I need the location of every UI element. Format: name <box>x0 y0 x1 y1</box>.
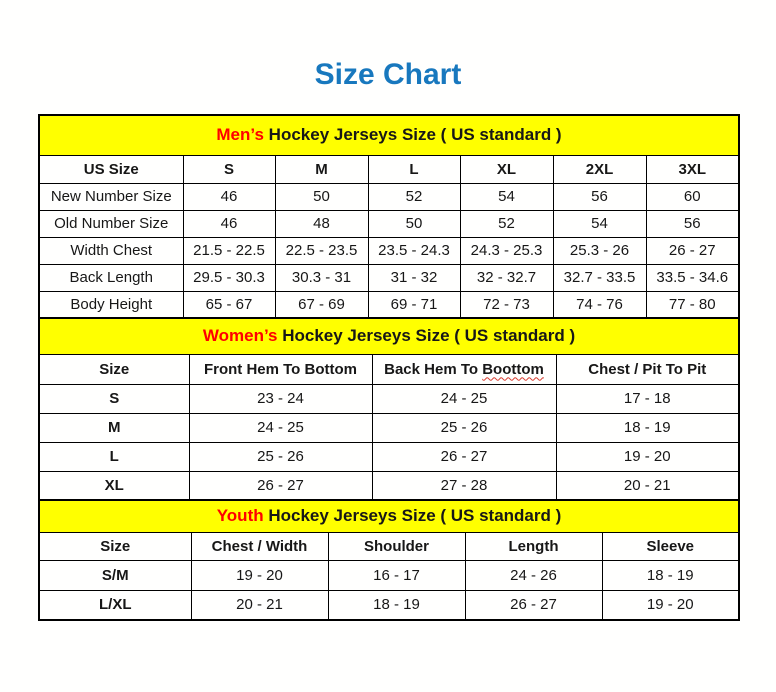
womens-section-title-rest: Hockey Jerseys Size ( US standard ) <box>282 326 576 346</box>
mens-header-row <box>39 155 739 183</box>
youth-row-sm <box>39 560 739 590</box>
womens-cell: 27 - 28 <box>372 471 556 500</box>
mens-cell: 31 - 32 <box>368 264 460 291</box>
mens-row-label: New Number Size <box>39 183 183 210</box>
mens-cell: 77 - 80 <box>646 291 739 318</box>
youth-row-label: S/M <box>39 560 191 590</box>
mens-cell: 29.5 - 30.3 <box>183 264 275 291</box>
mens-cell: 52 <box>368 183 460 210</box>
womens-cell: 20 - 21 <box>556 471 739 500</box>
mens-row-body-height <box>39 291 739 318</box>
youth-row-label: L/XL <box>39 590 191 620</box>
mens-cell: 32.7 - 33.5 <box>553 264 646 291</box>
womens-row-label: M <box>39 413 189 442</box>
mens-section-title-accent: Men’s <box>216 125 264 145</box>
mens-row-old-number <box>39 210 739 237</box>
womens-header-row <box>39 354 739 384</box>
mens-cell: 50 <box>275 183 368 210</box>
youth-cell: 24 - 26 <box>465 560 602 590</box>
mens-cell: 46 <box>183 183 275 210</box>
mens-size-table <box>38 114 740 319</box>
mens-section-band <box>39 115 739 155</box>
mens-col-header: 3XL <box>646 155 739 183</box>
womens-section-title <box>39 318 739 354</box>
mens-row-label: Body Height <box>39 291 183 318</box>
youth-cell: 26 - 27 <box>465 590 602 620</box>
youth-cell: 18 - 19 <box>328 590 465 620</box>
mens-section-title <box>39 115 739 155</box>
mens-cell: 52 <box>460 210 553 237</box>
mens-row-new-number <box>39 183 739 210</box>
mens-cell: 23.5 - 24.3 <box>368 237 460 264</box>
mens-cell: 26 - 27 <box>646 237 739 264</box>
mens-cell: 69 - 71 <box>368 291 460 318</box>
youth-col-header: Length <box>465 532 602 560</box>
mens-cell: 54 <box>553 210 646 237</box>
womens-back-hem-misspelled-word: Boottom <box>482 360 544 378</box>
womens-cell: 24 - 25 <box>372 384 556 413</box>
youth-section-title-accent: Youth <box>216 506 264 526</box>
page-title: Size Chart <box>314 58 462 91</box>
mens-cell: 60 <box>646 183 739 210</box>
mens-col-header: US Size <box>39 155 183 183</box>
mens-cell: 24.3 - 25.3 <box>460 237 553 264</box>
womens-row-label: XL <box>39 471 189 500</box>
womens-row-xl <box>39 471 739 500</box>
youth-col-header: Chest / Width <box>191 532 328 560</box>
youth-section-band <box>39 500 739 532</box>
womens-back-hem-prefix: Back Hem To <box>384 360 479 378</box>
size-chart-tables <box>38 114 738 621</box>
youth-cell: 19 - 20 <box>602 590 739 620</box>
mens-cell: 56 <box>553 183 646 210</box>
youth-section-title <box>39 500 739 532</box>
womens-cell: 19 - 20 <box>556 442 739 471</box>
womens-section-band <box>39 318 739 354</box>
mens-col-header: 2XL <box>553 155 646 183</box>
youth-cell: 20 - 21 <box>191 590 328 620</box>
mens-section-title-rest: Hockey Jerseys Size ( US standard ) <box>268 125 562 145</box>
womens-cell: 24 - 25 <box>189 413 372 442</box>
mens-cell: 46 <box>183 210 275 237</box>
mens-cell: 21.5 - 22.5 <box>183 237 275 264</box>
mens-cell: 25.3 - 26 <box>553 237 646 264</box>
mens-cell: 54 <box>460 183 553 210</box>
mens-cell: 33.5 - 34.6 <box>646 264 739 291</box>
womens-row-l <box>39 442 739 471</box>
womens-row-label: S <box>39 384 189 413</box>
youth-size-table <box>38 499 740 621</box>
womens-col-header-size: Size <box>39 354 189 384</box>
womens-row-label: L <box>39 442 189 471</box>
womens-col-header-front-hem: Front Hem To Bottom <box>189 354 372 384</box>
womens-col-header-back-hem <box>372 354 556 384</box>
womens-col-header-chest: Chest / Pit To Pit <box>556 354 739 384</box>
mens-cell: 72 - 73 <box>460 291 553 318</box>
womens-cell: 17 - 18 <box>556 384 739 413</box>
womens-row-m <box>39 413 739 442</box>
youth-col-header: Shoulder <box>328 532 465 560</box>
mens-col-header: S <box>183 155 275 183</box>
mens-cell: 22.5 - 23.5 <box>275 237 368 264</box>
womens-cell: 26 - 27 <box>189 471 372 500</box>
youth-col-header: Size <box>39 532 191 560</box>
youth-header-row <box>39 532 739 560</box>
womens-section-title-accent: Women’s <box>202 326 278 346</box>
youth-section-title-rest: Hockey Jerseys Size ( US standard ) <box>268 506 562 526</box>
womens-cell: 25 - 26 <box>189 442 372 471</box>
youth-cell: 19 - 20 <box>191 560 328 590</box>
mens-cell: 48 <box>275 210 368 237</box>
mens-cell: 32 - 32.7 <box>460 264 553 291</box>
womens-cell: 26 - 27 <box>372 442 556 471</box>
mens-cell: 67 - 69 <box>275 291 368 318</box>
youth-col-header: Sleeve <box>602 532 739 560</box>
mens-cell: 74 - 76 <box>553 291 646 318</box>
mens-row-label: Width Chest <box>39 237 183 264</box>
mens-cell: 56 <box>646 210 739 237</box>
mens-cell: 50 <box>368 210 460 237</box>
womens-row-s <box>39 384 739 413</box>
mens-col-header: L <box>368 155 460 183</box>
womens-cell: 18 - 19 <box>556 413 739 442</box>
mens-col-header: XL <box>460 155 553 183</box>
youth-cell: 18 - 19 <box>602 560 739 590</box>
mens-cell: 65 - 67 <box>183 291 275 318</box>
mens-cell: 30.3 - 31 <box>275 264 368 291</box>
mens-row-back-length <box>39 264 739 291</box>
youth-row-lxl <box>39 590 739 620</box>
mens-row-label: Back Length <box>39 264 183 291</box>
mens-row-width-chest <box>39 237 739 264</box>
womens-size-table <box>38 317 740 501</box>
youth-cell: 16 - 17 <box>328 560 465 590</box>
mens-col-header: M <box>275 155 368 183</box>
mens-row-label: Old Number Size <box>39 210 183 237</box>
womens-cell: 25 - 26 <box>372 413 556 442</box>
womens-cell: 23 - 24 <box>189 384 372 413</box>
